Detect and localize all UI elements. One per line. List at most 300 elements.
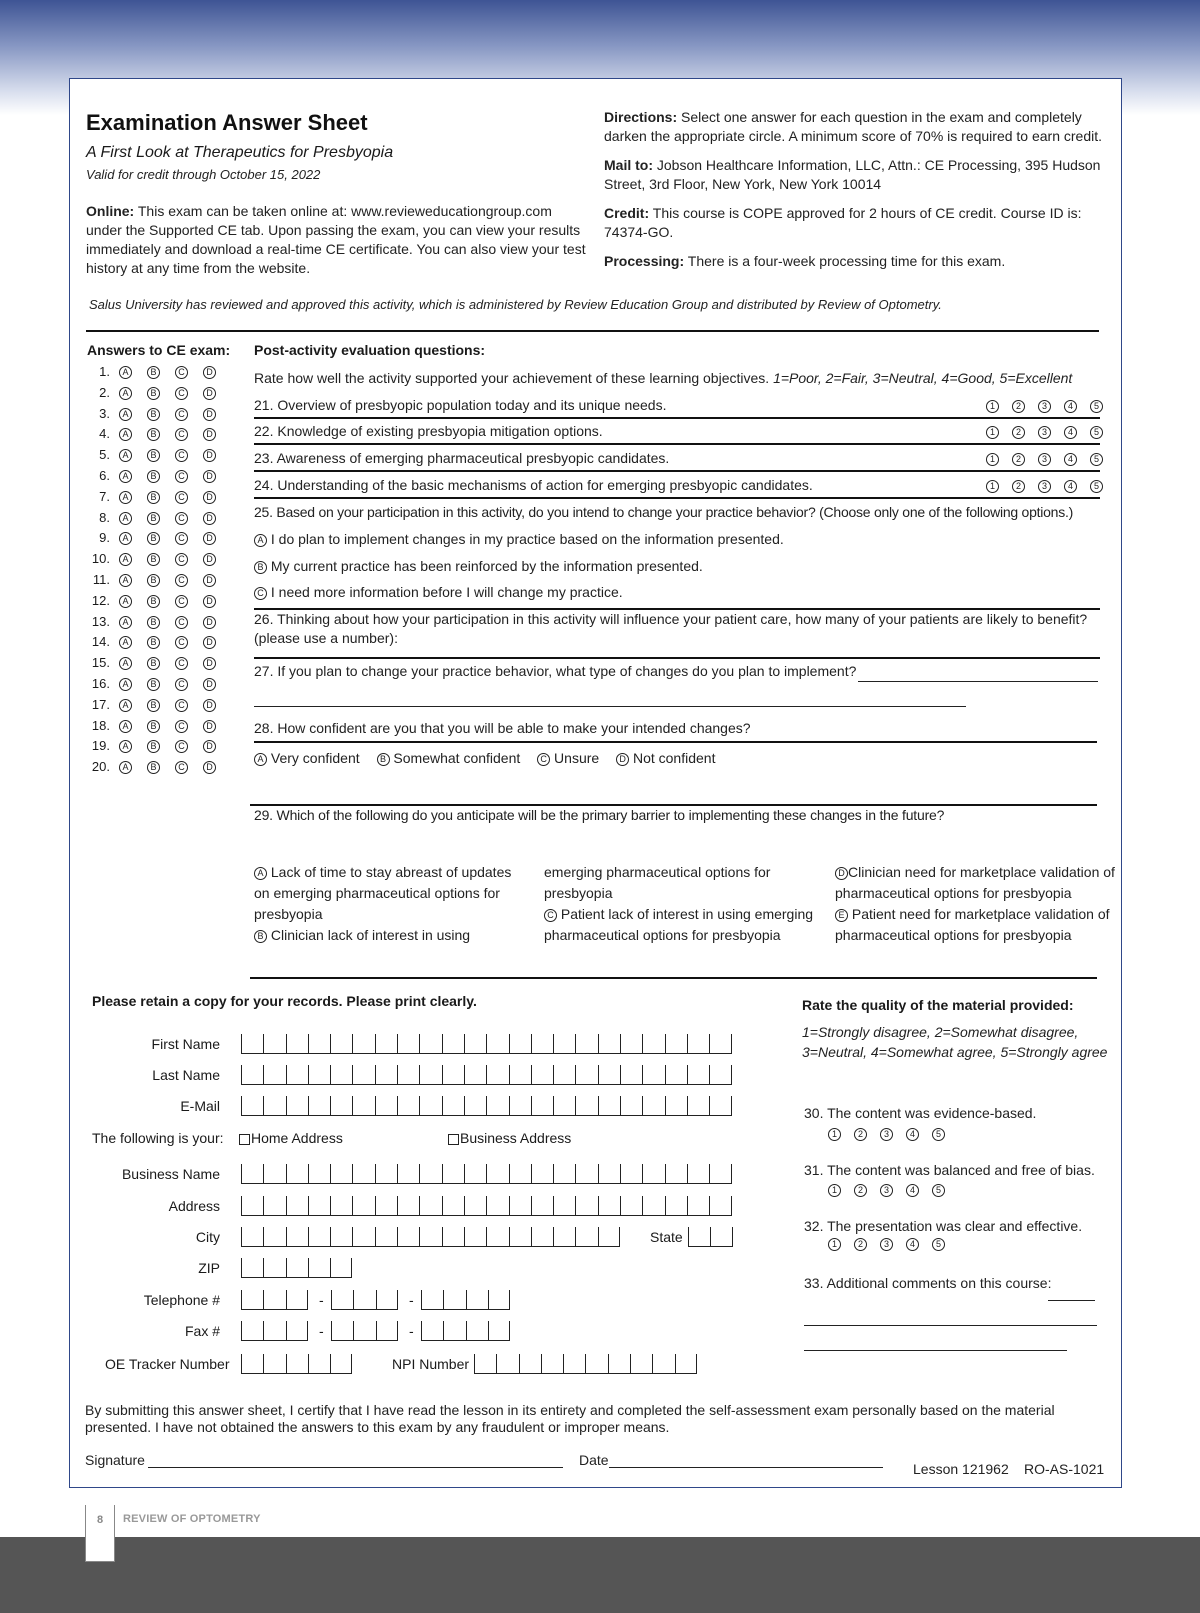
answer-bubble[interactable]: C — [175, 532, 188, 545]
rating-bubble[interactable]: 1 — [986, 426, 999, 439]
option-25a[interactable] — [254, 530, 784, 549]
answer-bubble[interactable]: B — [147, 449, 160, 462]
char-box[interactable] — [286, 1354, 308, 1374]
home-address-option[interactable] — [239, 1130, 343, 1146]
char-box[interactable] — [709, 1065, 731, 1085]
answer-bubble[interactable]: A — [119, 366, 132, 379]
char-box[interactable] — [620, 1164, 642, 1184]
char-box[interactable] — [286, 1164, 308, 1184]
char-box[interactable] — [652, 1354, 674, 1374]
char-box[interactable] — [353, 1290, 375, 1310]
answer-bubble[interactable]: C — [175, 470, 188, 483]
answer-bubble[interactable]: B — [147, 387, 160, 400]
option-bubble[interactable]: A — [254, 534, 267, 547]
answer-bubble[interactable]: A — [119, 512, 132, 525]
answer-bubble[interactable]: B — [147, 720, 160, 733]
char-box[interactable] — [486, 1065, 508, 1085]
answer-bubble[interactable]: C — [175, 366, 188, 379]
answer-bubble[interactable]: B — [147, 574, 160, 587]
option-bubble[interactable]: D — [835, 867, 848, 880]
char-box[interactable] — [531, 1227, 553, 1247]
char-box[interactable] — [687, 1034, 709, 1054]
char-box[interactable] — [620, 1196, 642, 1216]
answer-bubble[interactable]: D — [203, 387, 216, 400]
char-box[interactable] — [241, 1227, 263, 1247]
char-box[interactable] — [531, 1196, 553, 1216]
answer-bubble[interactable]: C — [175, 595, 188, 608]
answer-bubble[interactable]: B — [147, 740, 160, 753]
char-box[interactable] — [330, 1258, 352, 1278]
char-box[interactable] — [709, 1196, 731, 1216]
answer-bubble[interactable]: C — [175, 387, 188, 400]
char-box[interactable] — [375, 1164, 397, 1184]
char-box[interactable] — [352, 1034, 374, 1054]
answer-bubble[interactable]: B — [147, 512, 160, 525]
option-bubble[interactable]: A — [254, 753, 267, 766]
char-box[interactable] — [464, 1164, 486, 1184]
char-box[interactable] — [308, 1065, 330, 1085]
char-box[interactable] — [531, 1096, 553, 1116]
char-box[interactable] — [665, 1196, 687, 1216]
business-address-option[interactable] — [448, 1130, 571, 1146]
char-box[interactable] — [598, 1065, 620, 1085]
char-box[interactable] — [575, 1034, 597, 1054]
answer-bubble[interactable]: C — [175, 428, 188, 441]
rating-22[interactable] — [973, 424, 1103, 442]
rating-bubble[interactable]: 1 — [986, 480, 999, 493]
char-box[interactable] — [509, 1227, 531, 1247]
rating-bubble[interactable]: 5 — [932, 1128, 945, 1141]
option-bubble[interactable]: C — [537, 753, 550, 766]
answer-bubble[interactable]: C — [175, 740, 188, 753]
answer-bubble[interactable]: D — [203, 470, 216, 483]
rating-bubble[interactable]: 4 — [906, 1238, 919, 1251]
rating-bubble[interactable]: 4 — [906, 1184, 919, 1197]
char-box[interactable] — [308, 1164, 330, 1184]
answer-bubble[interactable]: D — [203, 449, 216, 462]
char-box[interactable] — [286, 1258, 308, 1278]
char-box[interactable] — [575, 1065, 597, 1085]
answer-bubble[interactable]: B — [147, 553, 160, 566]
answer-bubble[interactable]: B — [147, 595, 160, 608]
rating-bubble[interactable]: 5 — [1090, 426, 1103, 439]
answer-bubble[interactable]: D — [203, 595, 216, 608]
rating-bubble[interactable]: 3 — [1038, 453, 1051, 466]
rating-bubble[interactable]: 1 — [986, 400, 999, 413]
char-box[interactable] — [286, 1065, 308, 1085]
rating-bubble[interactable]: 5 — [1090, 480, 1103, 493]
char-box[interactable] — [488, 1321, 510, 1341]
answer-bubble[interactable]: A — [119, 761, 132, 774]
telephone-prefix-boxes[interactable] — [331, 1290, 398, 1310]
char-box[interactable] — [642, 1065, 664, 1085]
char-box[interactable] — [620, 1034, 642, 1054]
option-bubble[interactable]: B — [254, 561, 267, 574]
option-25b[interactable] — [254, 557, 703, 576]
char-box[interactable] — [486, 1227, 508, 1247]
char-box[interactable] — [330, 1096, 352, 1116]
char-box[interactable] — [241, 1290, 263, 1310]
char-box[interactable] — [509, 1164, 531, 1184]
oe-tracker-boxes[interactable] — [241, 1354, 352, 1374]
char-box[interactable] — [598, 1227, 620, 1247]
char-box[interactable] — [263, 1196, 285, 1216]
rating-bubble[interactable]: 2 — [854, 1128, 867, 1141]
rating-bubble[interactable]: 1 — [828, 1238, 841, 1251]
answer-bubble[interactable]: A — [119, 449, 132, 462]
rating-bubble[interactable]: 2 — [854, 1184, 867, 1197]
char-box[interactable] — [464, 1196, 486, 1216]
char-box[interactable] — [308, 1227, 330, 1247]
char-box[interactable] — [375, 1227, 397, 1247]
char-box[interactable] — [665, 1065, 687, 1085]
answer-bubble[interactable]: C — [175, 678, 188, 691]
char-box[interactable] — [442, 1227, 464, 1247]
answer-bubble[interactable]: D — [203, 532, 216, 545]
npi-boxes[interactable] — [474, 1354, 697, 1374]
char-box[interactable] — [421, 1290, 443, 1310]
answer-bubble[interactable]: A — [119, 740, 132, 753]
answer-bubble[interactable]: A — [119, 678, 132, 691]
char-box[interactable] — [620, 1065, 642, 1085]
char-box[interactable] — [687, 1065, 709, 1085]
char-box[interactable] — [419, 1065, 441, 1085]
answer-bubble[interactable]: C — [175, 408, 188, 421]
char-box[interactable] — [553, 1196, 575, 1216]
char-box[interactable] — [598, 1196, 620, 1216]
answer-bubble[interactable]: A — [119, 553, 132, 566]
char-box[interactable] — [464, 1065, 486, 1085]
answer-bubble[interactable]: D — [203, 553, 216, 566]
telephone-area-boxes[interactable] — [241, 1290, 308, 1310]
char-box[interactable] — [241, 1034, 263, 1054]
char-box[interactable] — [531, 1164, 553, 1184]
char-box[interactable] — [474, 1354, 496, 1374]
char-box[interactable] — [375, 1196, 397, 1216]
char-box[interactable] — [665, 1034, 687, 1054]
char-box[interactable] — [286, 1290, 308, 1310]
address-boxes[interactable] — [241, 1196, 732, 1216]
char-box[interactable] — [541, 1354, 563, 1374]
char-box[interactable] — [575, 1096, 597, 1116]
char-box[interactable] — [496, 1354, 518, 1374]
char-box[interactable] — [466, 1290, 488, 1310]
char-box[interactable] — [375, 1034, 397, 1054]
char-box[interactable] — [709, 1034, 731, 1054]
char-box[interactable] — [375, 1065, 397, 1085]
answer-bubble[interactable]: D — [203, 574, 216, 587]
char-box[interactable] — [286, 1034, 308, 1054]
char-box[interactable] — [308, 1196, 330, 1216]
answer-bubble[interactable]: A — [119, 408, 132, 421]
comments-line[interactable] — [804, 1325, 1097, 1326]
char-box[interactable] — [531, 1034, 553, 1054]
option-bubble[interactable]: B — [254, 930, 267, 943]
char-box[interactable] — [509, 1034, 531, 1054]
char-box[interactable] — [488, 1290, 510, 1310]
char-box[interactable] — [598, 1034, 620, 1054]
option-bubble[interactable]: A — [254, 867, 267, 880]
char-box[interactable] — [330, 1354, 352, 1374]
char-box[interactable] — [263, 1164, 285, 1184]
answer-bubble[interactable]: A — [119, 428, 132, 441]
char-box[interactable] — [376, 1321, 398, 1341]
state-boxes[interactable] — [688, 1227, 733, 1247]
answer-bubble[interactable]: C — [175, 616, 188, 629]
char-box[interactable] — [263, 1258, 285, 1278]
answer-bubble[interactable]: B — [147, 408, 160, 421]
rating-bubble[interactable]: 4 — [1064, 480, 1077, 493]
option-bubble[interactable]: C — [254, 587, 267, 600]
char-box[interactable] — [241, 1065, 263, 1085]
answer-bubble[interactable]: C — [175, 699, 188, 712]
char-box[interactable] — [263, 1321, 285, 1341]
answer-bubble[interactable]: D — [203, 366, 216, 379]
option-25c[interactable] — [254, 583, 623, 602]
char-box[interactable] — [308, 1034, 330, 1054]
first-name-boxes[interactable] — [241, 1034, 732, 1054]
answer-bubble[interactable]: B — [147, 616, 160, 629]
answer-bubble[interactable]: B — [147, 761, 160, 774]
char-box[interactable] — [330, 1227, 352, 1247]
char-box[interactable] — [263, 1354, 285, 1374]
char-box[interactable] — [575, 1196, 597, 1216]
char-box[interactable] — [241, 1196, 263, 1216]
answer-bubble[interactable]: A — [119, 616, 132, 629]
char-box[interactable] — [443, 1321, 465, 1341]
char-box[interactable] — [263, 1065, 285, 1085]
char-box[interactable] — [442, 1164, 464, 1184]
char-box[interactable] — [330, 1065, 352, 1085]
char-box[interactable] — [464, 1227, 486, 1247]
answer-bubble[interactable]: D — [203, 678, 216, 691]
char-box[interactable] — [397, 1196, 419, 1216]
answer-bubble[interactable]: C — [175, 761, 188, 774]
option-bubble[interactable]: D — [616, 753, 629, 766]
answer-bubble[interactable]: C — [175, 491, 188, 504]
city-boxes[interactable] — [241, 1227, 620, 1247]
char-box[interactable] — [553, 1227, 575, 1247]
char-box[interactable] — [286, 1321, 308, 1341]
char-box[interactable] — [687, 1196, 709, 1216]
rating-32[interactable] — [828, 1236, 958, 1254]
rating-bubble[interactable]: 2 — [854, 1238, 867, 1251]
char-box[interactable] — [352, 1096, 374, 1116]
char-box[interactable] — [675, 1354, 697, 1374]
char-box[interactable] — [263, 1227, 285, 1247]
char-box[interactable] — [642, 1096, 664, 1116]
business-address-checkbox[interactable] — [448, 1134, 459, 1145]
answer-bubble[interactable]: B — [147, 657, 160, 670]
char-box[interactable] — [330, 1034, 352, 1054]
char-box[interactable] — [642, 1034, 664, 1054]
rating-bubble[interactable]: 5 — [1090, 400, 1103, 413]
char-box[interactable] — [241, 1258, 263, 1278]
rating-bubble[interactable]: 3 — [880, 1238, 893, 1251]
answer-bubble[interactable]: A — [119, 470, 132, 483]
rating-bubble[interactable]: 3 — [1038, 400, 1051, 413]
rating-bubble[interactable]: 2 — [1012, 480, 1025, 493]
answer-bubble[interactable]: C — [175, 657, 188, 670]
char-box[interactable] — [241, 1096, 263, 1116]
rating-bubble[interactable]: 2 — [1012, 453, 1025, 466]
char-box[interactable] — [585, 1354, 607, 1374]
char-box[interactable] — [598, 1164, 620, 1184]
char-box[interactable] — [553, 1164, 575, 1184]
answer-bubble[interactable]: D — [203, 512, 216, 525]
char-box[interactable] — [486, 1034, 508, 1054]
rating-bubble[interactable]: 1 — [986, 453, 999, 466]
answer-bubble[interactable]: A — [119, 699, 132, 712]
rating-30[interactable] — [828, 1126, 958, 1144]
char-box[interactable] — [397, 1065, 419, 1085]
rating-bubble[interactable]: 5 — [1090, 453, 1103, 466]
answer-bubble[interactable]: B — [147, 699, 160, 712]
char-box[interactable] — [241, 1321, 263, 1341]
rating-bubble[interactable]: 2 — [1012, 426, 1025, 439]
rating-23[interactable] — [973, 451, 1103, 469]
char-box[interactable] — [620, 1096, 642, 1116]
fax-area-boxes[interactable] — [241, 1321, 308, 1341]
option-bubble[interactable]: C — [544, 909, 557, 922]
char-box[interactable] — [419, 1096, 441, 1116]
char-box[interactable] — [553, 1096, 575, 1116]
answer-bubble[interactable]: D — [203, 761, 216, 774]
answer-bubble[interactable]: B — [147, 470, 160, 483]
rating-bubble[interactable]: 4 — [1064, 453, 1077, 466]
char-box[interactable] — [710, 1227, 732, 1247]
char-box[interactable] — [553, 1065, 575, 1085]
comments-line[interactable] — [804, 1350, 1067, 1351]
fax-prefix-boxes[interactable] — [331, 1321, 398, 1341]
option-bubble[interactable]: B — [377, 753, 390, 766]
char-box[interactable] — [486, 1164, 508, 1184]
char-box[interactable] — [688, 1227, 710, 1247]
answer-bubble[interactable]: A — [119, 532, 132, 545]
char-box[interactable] — [419, 1196, 441, 1216]
answer-bubble[interactable]: A — [119, 574, 132, 587]
char-box[interactable] — [376, 1290, 398, 1310]
answer-bubble[interactable]: C — [175, 574, 188, 587]
answer-bubble[interactable]: B — [147, 678, 160, 691]
answer-bubble[interactable]: B — [147, 636, 160, 649]
rating-bubble[interactable]: 1 — [828, 1128, 841, 1141]
char-box[interactable] — [665, 1096, 687, 1116]
rating-bubble[interactable]: 4 — [906, 1128, 919, 1141]
rating-bubble[interactable]: 5 — [932, 1238, 945, 1251]
answer-bubble[interactable]: C — [175, 512, 188, 525]
char-box[interactable] — [241, 1354, 263, 1374]
char-box[interactable] — [308, 1354, 330, 1374]
char-box[interactable] — [442, 1196, 464, 1216]
char-box[interactable] — [630, 1354, 652, 1374]
char-box[interactable] — [330, 1164, 352, 1184]
char-box[interactable] — [308, 1096, 330, 1116]
char-box[interactable] — [421, 1321, 443, 1341]
char-box[interactable] — [608, 1354, 630, 1374]
answer-bubble[interactable]: B — [147, 366, 160, 379]
char-box[interactable] — [330, 1196, 352, 1216]
char-box[interactable] — [352, 1065, 374, 1085]
answer-bubble[interactable]: C — [175, 553, 188, 566]
rating-31[interactable] — [828, 1182, 958, 1200]
char-box[interactable] — [397, 1034, 419, 1054]
rating-bubble[interactable]: 1 — [828, 1184, 841, 1197]
answer-bubble[interactable]: A — [119, 595, 132, 608]
char-box[interactable] — [464, 1034, 486, 1054]
answer-bubble[interactable]: D — [203, 428, 216, 441]
char-box[interactable] — [286, 1196, 308, 1216]
rating-bubble[interactable]: 4 — [1064, 426, 1077, 439]
char-box[interactable] — [531, 1065, 553, 1085]
char-box[interactable] — [687, 1096, 709, 1116]
answer-bubble[interactable]: C — [175, 636, 188, 649]
answer-bubble[interactable]: A — [119, 720, 132, 733]
char-box[interactable] — [553, 1034, 575, 1054]
rating-bubble[interactable]: 3 — [1038, 426, 1051, 439]
answer-bubble[interactable]: D — [203, 699, 216, 712]
comments-line[interactable] — [1048, 1300, 1095, 1301]
answer-line-27[interactable] — [858, 681, 1098, 682]
telephone-line-boxes[interactable] — [421, 1290, 510, 1310]
rating-bubble[interactable]: 2 — [1012, 400, 1025, 413]
char-box[interactable] — [509, 1096, 531, 1116]
char-box[interactable] — [442, 1096, 464, 1116]
answer-bubble[interactable]: D — [203, 740, 216, 753]
answer-bubble[interactable]: D — [203, 657, 216, 670]
char-box[interactable] — [352, 1164, 374, 1184]
char-box[interactable] — [464, 1096, 486, 1116]
char-box[interactable] — [263, 1290, 285, 1310]
date-line[interactable] — [609, 1467, 883, 1468]
char-box[interactable] — [598, 1096, 620, 1116]
char-box[interactable] — [642, 1164, 664, 1184]
char-box[interactable] — [575, 1164, 597, 1184]
char-box[interactable] — [665, 1164, 687, 1184]
char-box[interactable] — [443, 1290, 465, 1310]
char-box[interactable] — [419, 1227, 441, 1247]
char-box[interactable] — [263, 1034, 285, 1054]
answer-bubble[interactable]: A — [119, 387, 132, 400]
signature-line[interactable] — [148, 1467, 563, 1468]
char-box[interactable] — [687, 1164, 709, 1184]
rating-bubble[interactable]: 4 — [1064, 400, 1077, 413]
email-boxes[interactable] — [241, 1096, 732, 1116]
char-box[interactable] — [353, 1321, 375, 1341]
zip-boxes[interactable] — [241, 1258, 352, 1278]
answer-bubble[interactable]: A — [119, 491, 132, 504]
char-box[interactable] — [375, 1096, 397, 1116]
char-box[interactable] — [709, 1096, 731, 1116]
rating-bubble[interactable]: 3 — [1038, 480, 1051, 493]
char-box[interactable] — [352, 1227, 374, 1247]
answer-bubble[interactable]: D — [203, 720, 216, 733]
answer-bubble[interactable]: D — [203, 636, 216, 649]
char-box[interactable] — [642, 1196, 664, 1216]
answer-bubble[interactable]: B — [147, 491, 160, 504]
answer-bubble[interactable]: A — [119, 636, 132, 649]
char-box[interactable] — [575, 1227, 597, 1247]
char-box[interactable] — [466, 1321, 488, 1341]
rating-24[interactable] — [973, 478, 1103, 496]
char-box[interactable] — [331, 1290, 353, 1310]
business-name-boxes[interactable] — [241, 1164, 732, 1184]
rating-bubble[interactable]: 3 — [880, 1184, 893, 1197]
char-box[interactable] — [519, 1354, 541, 1374]
char-box[interactable] — [286, 1096, 308, 1116]
char-box[interactable] — [286, 1227, 308, 1247]
char-box[interactable] — [486, 1096, 508, 1116]
